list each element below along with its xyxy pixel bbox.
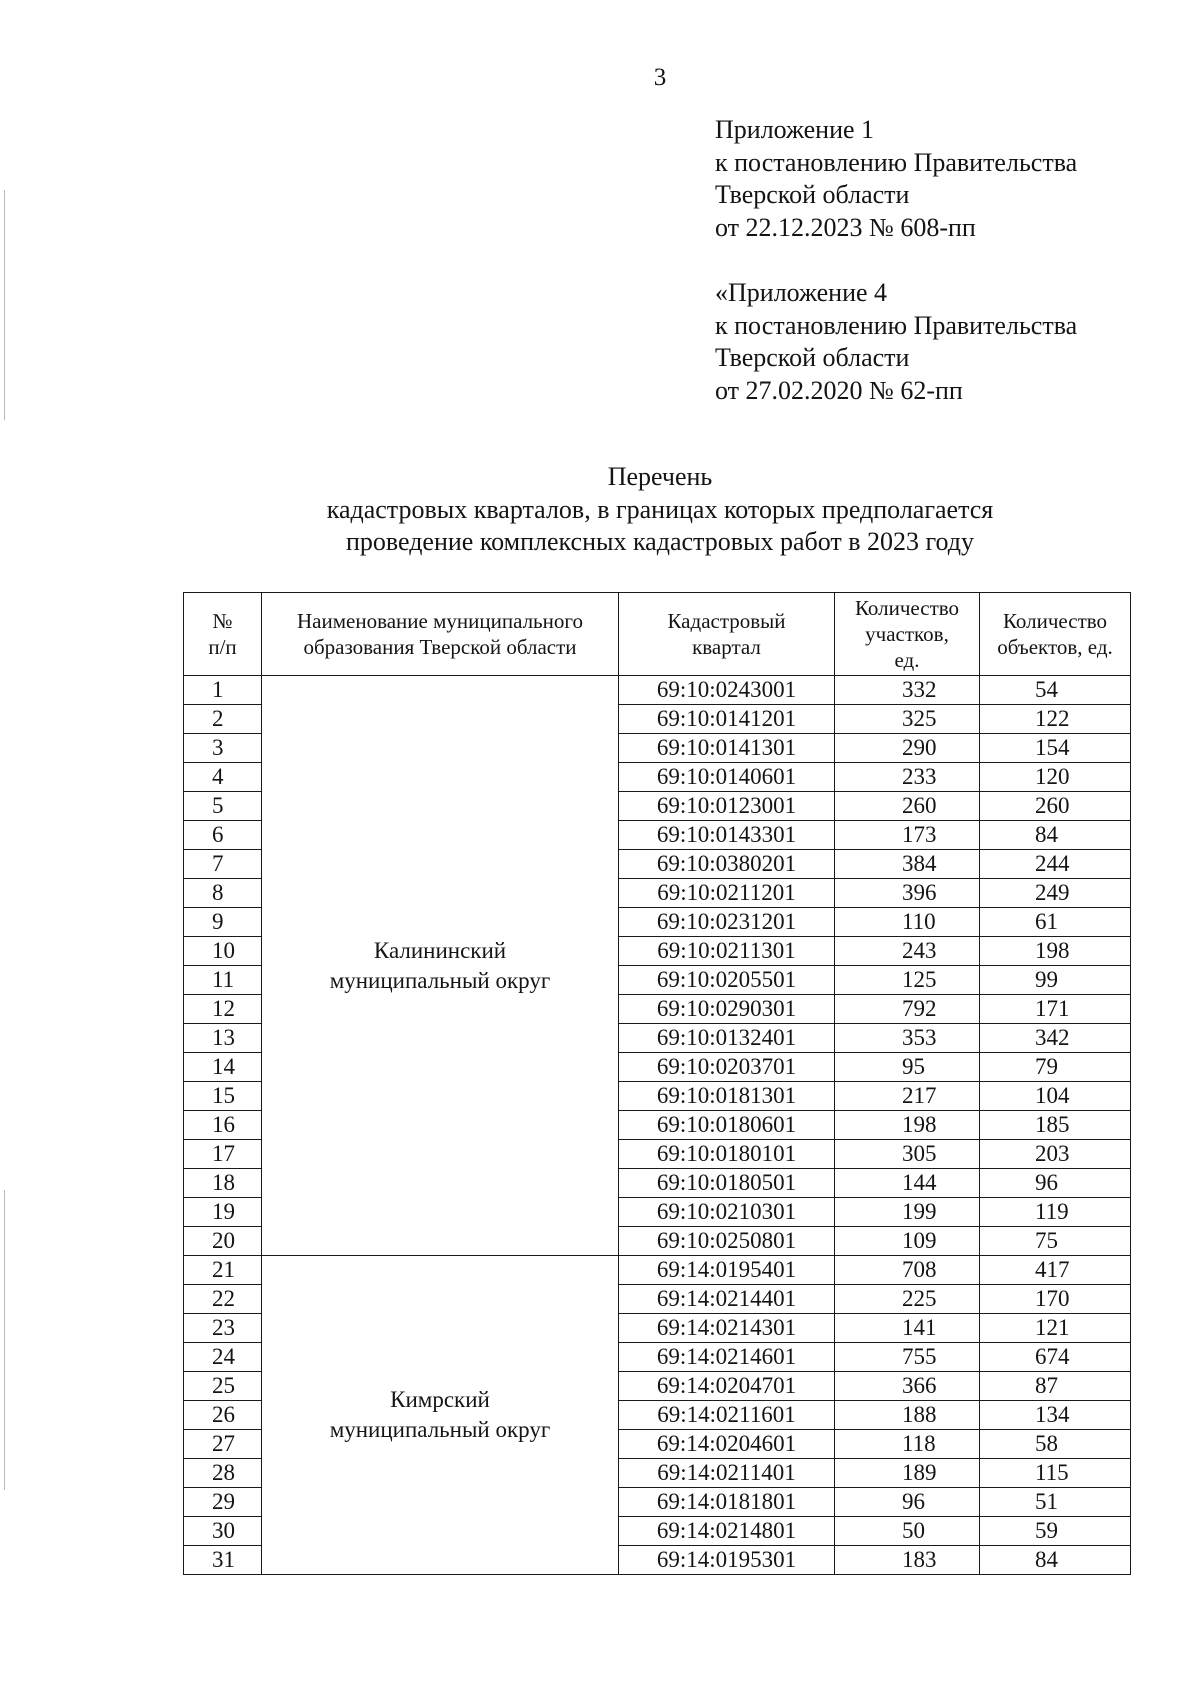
plots-count: 366 (835, 1372, 980, 1401)
plots-count: 189 (835, 1459, 980, 1488)
plots-count: 95 (835, 1053, 980, 1082)
row-number: 7 (184, 850, 262, 879)
plots-count: 141 (835, 1314, 980, 1343)
plots-count: 50 (835, 1517, 980, 1546)
plots-count: 755 (835, 1343, 980, 1372)
cadastral-quarter: 69:10:0123001 (619, 792, 835, 821)
header-objects-line: Количество (1002, 609, 1108, 633)
plots-count: 109 (835, 1227, 980, 1256)
cadastral-quarter: 69:10:0181301 (619, 1082, 835, 1111)
appendix-1-line: Приложение 1 (715, 115, 875, 144)
objects-count: 260 (980, 792, 1131, 821)
plots-count: 125 (835, 966, 980, 995)
appendix-4-header (715, 277, 1077, 407)
plots-count: 384 (835, 850, 980, 879)
row-number: 27 (184, 1430, 262, 1459)
plots-count: 118 (835, 1430, 980, 1459)
objects-count: 244 (980, 850, 1131, 879)
objects-count: 99 (980, 966, 1131, 995)
municipality-name-line: Калининский (373, 937, 507, 963)
cadastral-quarter: 69:10:0380201 (619, 850, 835, 879)
row-number: 22 (184, 1285, 262, 1314)
document-title-line: проведение комплексных кадастровых работ в 2023 году (345, 527, 975, 556)
cadastral-quarter: 69:10:0290301 (619, 995, 835, 1024)
objects-count: 134 (980, 1401, 1131, 1430)
table-row (184, 1256, 1131, 1285)
objects-count: 249 (980, 879, 1131, 908)
appendix-4-line: Тверской области (715, 343, 910, 372)
plots-count: 243 (835, 937, 980, 966)
objects-count: 154 (980, 734, 1131, 763)
document-title-line: кадастровых кварталов, в границах которых предполагается (326, 494, 994, 524)
table-header-row (184, 593, 1131, 676)
header-plots (835, 593, 980, 676)
objects-count: 104 (980, 1082, 1131, 1111)
plots-count: 183 (835, 1546, 980, 1575)
appendix-4-line: к постановлению Правительства (715, 310, 1078, 340)
row-number: 1 (184, 676, 262, 705)
appendix-4-line: от 27.02.2020 № 62-пп (715, 375, 963, 405)
cadastral-quarter: 69:10:0205501 (619, 966, 835, 995)
cadastral-quarter: 69:10:0203701 (619, 1053, 835, 1082)
document-title (180, 461, 1140, 559)
cadastral-quarter: 69:14:0204701 (619, 1372, 835, 1401)
plots-count: 173 (835, 821, 980, 850)
table-row (184, 676, 1131, 705)
plots-count: 233 (835, 763, 980, 792)
page-number: 3 (653, 64, 667, 91)
appendix-4-line: «Приложение 4 (715, 278, 888, 307)
municipality-name-line: Кимрский (390, 1387, 490, 1412)
header-municipality-line: образования Тверской области (303, 635, 577, 659)
objects-count: 120 (980, 763, 1131, 792)
row-number: 20 (184, 1227, 262, 1256)
plots-count: 290 (835, 734, 980, 763)
objects-count: 96 (980, 1169, 1131, 1198)
cadastral-quarter: 69:14:0211601 (619, 1401, 835, 1430)
header-quarter-line: Кадастровый (667, 609, 786, 633)
cadastral-quarter: 69:14:0214601 (619, 1343, 835, 1372)
cadastral-quarter: 69:14:0214401 (619, 1285, 835, 1314)
header-plots-line: Количество (854, 596, 960, 620)
plots-count: 217 (835, 1082, 980, 1111)
row-number: 5 (184, 792, 262, 821)
cadastral-quarter: 69:14:0211401 (619, 1459, 835, 1488)
appendix-1-line: Тверской области (715, 180, 910, 209)
row-number: 17 (184, 1140, 262, 1169)
row-number: 4 (184, 763, 262, 792)
objects-count: 198 (980, 937, 1131, 966)
cadastral-quarter: 69:10:0143301 (619, 821, 835, 850)
header-num (184, 593, 262, 676)
header-quarter (619, 593, 835, 676)
cadastral-quarter: 69:10:0250801 (619, 1227, 835, 1256)
objects-count: 58 (980, 1430, 1131, 1459)
cadastral-quarter: 69:14:0214801 (619, 1517, 835, 1546)
objects-count: 342 (980, 1024, 1131, 1053)
objects-count: 170 (980, 1285, 1131, 1314)
plots-count: 305 (835, 1140, 980, 1169)
header-municipality-line: Наименование муниципального (297, 609, 583, 633)
municipality-name-line: муниципальный округ (329, 1417, 551, 1442)
cadastral-quarter: 69:10:0180601 (619, 1111, 835, 1140)
objects-count: 54 (980, 676, 1131, 705)
row-number: 15 (184, 1082, 262, 1111)
header-num-line: № (212, 609, 233, 633)
objects-count: 185 (980, 1111, 1131, 1140)
row-number: 28 (184, 1459, 262, 1488)
header-plots-line: участков, (865, 622, 949, 646)
scan-margin-line-bottom (4, 1190, 5, 1490)
cadastral-quarter: 69:10:0211201 (619, 879, 835, 908)
cadastral-quarter: 69:10:0231201 (619, 908, 835, 937)
row-number: 24 (184, 1343, 262, 1372)
plots-count: 199 (835, 1198, 980, 1227)
plots-count: 260 (835, 792, 980, 821)
plots-count: 396 (835, 879, 980, 908)
objects-count: 417 (980, 1256, 1131, 1285)
objects-count: 115 (980, 1459, 1131, 1488)
cadastral-quarter: 69:14:0204601 (619, 1430, 835, 1459)
row-number: 10 (184, 937, 262, 966)
scan-margin-line-top (4, 190, 5, 420)
objects-count: 61 (980, 908, 1131, 937)
appendix-1-header (715, 114, 1077, 244)
cadastral-quarter: 69:10:0132401 (619, 1024, 835, 1053)
row-number: 8 (184, 879, 262, 908)
row-number: 16 (184, 1111, 262, 1140)
table-body (184, 676, 1131, 1575)
objects-count: 121 (980, 1314, 1131, 1343)
header-quarter-line: квартал (692, 635, 761, 659)
municipality-name (262, 1256, 619, 1575)
row-number: 13 (184, 1024, 262, 1053)
row-number: 25 (184, 1372, 262, 1401)
row-number: 3 (184, 734, 262, 763)
plots-count: 198 (835, 1111, 980, 1140)
row-number: 31 (184, 1546, 262, 1575)
plots-count: 708 (835, 1256, 980, 1285)
objects-count: 51 (980, 1488, 1131, 1517)
row-number: 11 (184, 966, 262, 995)
header-municipality (262, 593, 619, 676)
plots-count: 225 (835, 1285, 980, 1314)
plots-count: 144 (835, 1169, 980, 1198)
appendix-1-line: от 22.12.2023 № 608-пп (715, 212, 976, 242)
appendix-1-line: к постановлению Правительства (715, 147, 1078, 177)
row-number: 18 (184, 1169, 262, 1198)
cadastral-quarter: 69:10:0140601 (619, 763, 835, 792)
cadastral-quarter: 69:14:0214301 (619, 1314, 835, 1343)
header-num-line: п/п (208, 635, 237, 659)
objects-count: 119 (980, 1198, 1131, 1227)
document-title-line: Перечень (607, 462, 713, 491)
header-objects (980, 593, 1131, 676)
objects-count: 122 (980, 705, 1131, 734)
row-number: 6 (184, 821, 262, 850)
row-number: 23 (184, 1314, 262, 1343)
objects-count: 203 (980, 1140, 1131, 1169)
cadastral-quarter: 69:10:0210301 (619, 1198, 835, 1227)
plots-count: 332 (835, 676, 980, 705)
plots-count: 188 (835, 1401, 980, 1430)
objects-count: 171 (980, 995, 1131, 1024)
objects-count: 674 (980, 1343, 1131, 1372)
municipality-name-line: муниципальный округ (329, 967, 551, 993)
cadastral-quarter: 69:10:0243001 (619, 676, 835, 705)
row-number: 26 (184, 1401, 262, 1430)
cadastral-quarter: 69:10:0180501 (619, 1169, 835, 1198)
objects-count: 87 (980, 1372, 1131, 1401)
cadastral-quarter: 69:10:0180101 (619, 1140, 835, 1169)
row-number: 14 (184, 1053, 262, 1082)
cadastral-quarter: 69:10:0141201 (619, 705, 835, 734)
header-plots-line: ед. (894, 648, 920, 672)
cadastral-quarter: 69:14:0195401 (619, 1256, 835, 1285)
row-number: 21 (184, 1256, 262, 1285)
cadastral-quarter: 69:14:0195301 (619, 1546, 835, 1575)
row-number: 19 (184, 1198, 262, 1227)
objects-count: 75 (980, 1227, 1131, 1256)
cadastral-quarters-table (183, 592, 1131, 1575)
plots-count: 96 (835, 1488, 980, 1517)
cadastral-quarter: 69:14:0181801 (619, 1488, 835, 1517)
row-number: 12 (184, 995, 262, 1024)
row-number: 30 (184, 1517, 262, 1546)
objects-count: 79 (980, 1053, 1131, 1082)
objects-count: 84 (980, 1546, 1131, 1575)
row-number: 29 (184, 1488, 262, 1517)
municipality-name (262, 676, 619, 1256)
header-objects-line: объектов, ед. (997, 635, 1113, 659)
plots-count: 792 (835, 995, 980, 1024)
objects-count: 59 (980, 1517, 1131, 1546)
objects-count: 84 (980, 821, 1131, 850)
row-number: 2 (184, 705, 262, 734)
cadastral-quarter: 69:10:0211301 (619, 937, 835, 966)
plots-count: 353 (835, 1024, 980, 1053)
plots-count: 325 (835, 705, 980, 734)
row-number: 9 (184, 908, 262, 937)
cadastral-quarter: 69:10:0141301 (619, 734, 835, 763)
plots-count: 110 (835, 908, 980, 937)
